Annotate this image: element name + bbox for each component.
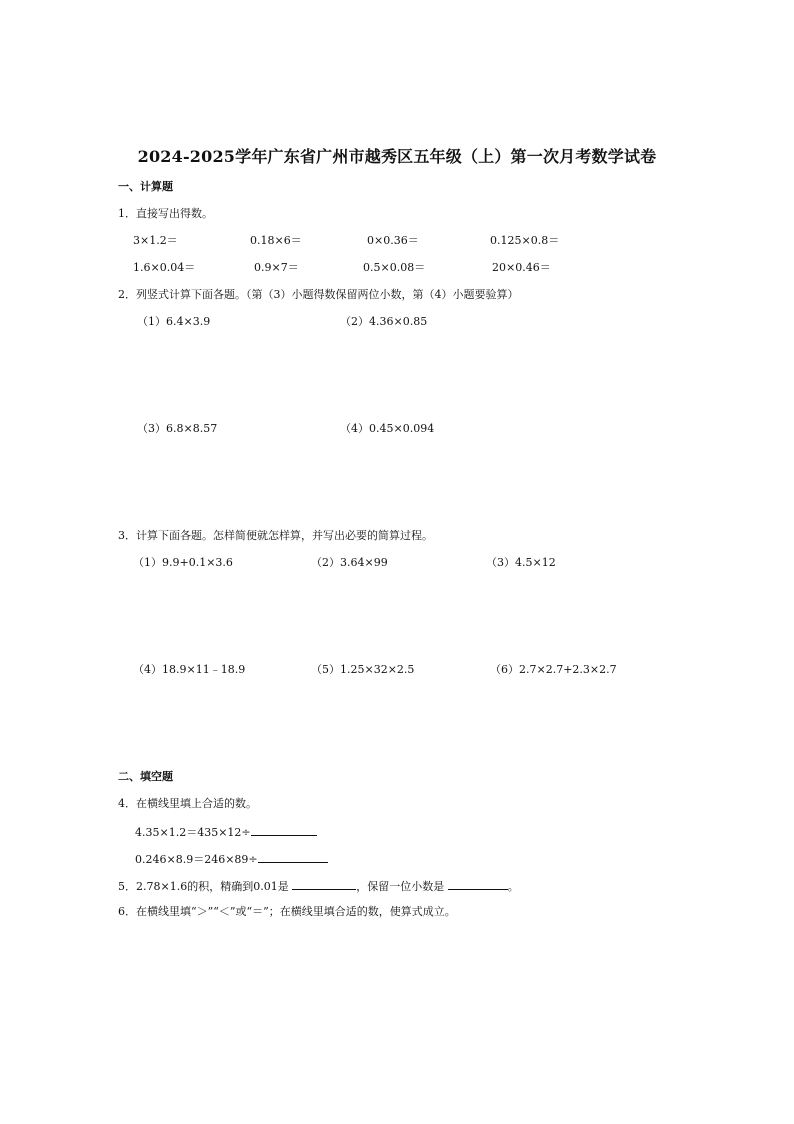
q3-item: （5）1.25×32×2.5 — [311, 663, 415, 676]
q4-line — [135, 851, 328, 867]
q3-item: （3）4.5×12 — [486, 556, 556, 569]
q3-item: （6）2.7×2.7+2.3×2.7 — [490, 663, 617, 676]
q5-text: 。 — [507, 880, 519, 893]
question-5 — [118, 878, 519, 894]
q4-line — [135, 824, 317, 840]
question-3-stem: 3．计算下面各题。怎样简便就怎样算，并写出必要的简算过程。 — [118, 529, 433, 542]
q5-text: 5．2.78×1.6的积，精确到0.01是 — [118, 880, 289, 893]
answer-blank[interactable] — [448, 878, 508, 890]
q1-item: 0.9×7＝ — [254, 261, 299, 274]
q1-item: 0×0.36＝ — [367, 234, 419, 247]
q1-item: 20×0.46＝ — [492, 261, 551, 274]
q1-item: 3×1.2＝ — [133, 234, 178, 247]
q1-item: 0.5×0.08＝ — [363, 261, 426, 274]
section-heading-fill-in: 二、填空题 — [118, 770, 173, 783]
q1-item: 0.125×0.8＝ — [490, 234, 560, 247]
q3-item: （1）9.9+0.1×3.6 — [133, 556, 233, 569]
question-2-stem: 2．列竖式计算下面各题。（第（3）小题得数保留两位小数，第（4）小题要验算） — [118, 288, 519, 301]
q2-item: （3）6.8×8.57 — [137, 422, 218, 435]
answer-blank[interactable] — [292, 878, 356, 890]
q5-text: ，保留一位小数是 — [356, 880, 445, 893]
q2-item: （1）6.4×3.9 — [137, 315, 211, 328]
q4-expression: 4.35×1.2＝435×12÷ — [135, 826, 251, 839]
q1-item: 1.6×0.04＝ — [133, 261, 196, 274]
section-heading-calculation: 一、计算题 — [118, 180, 173, 193]
q3-item: （2）3.64×99 — [311, 556, 388, 569]
q4-expression: 0.246×8.9＝246×89÷ — [135, 853, 258, 866]
question-6-stem: 6．在横线里填“＞”“＜”或“＝”；在横线里填合适的数，使算式成立。 — [118, 905, 456, 918]
question-1-stem: 1．直接写出得数。 — [118, 207, 213, 220]
q2-item: （2）4.36×0.85 — [340, 315, 428, 328]
q2-item: （4）0.45×0.094 — [340, 422, 435, 435]
exam-title: 2024-2025学年广东省广州市越秀区五年级（上）第一次月考数学试卷 — [137, 147, 657, 166]
q3-item: （4）18.9×11﹣18.9 — [133, 663, 246, 676]
answer-blank[interactable] — [258, 851, 328, 863]
answer-blank[interactable] — [251, 824, 317, 836]
q1-item: 0.18×6＝ — [250, 234, 302, 247]
question-4-stem: 4．在横线里填上合适的数。 — [118, 797, 257, 810]
